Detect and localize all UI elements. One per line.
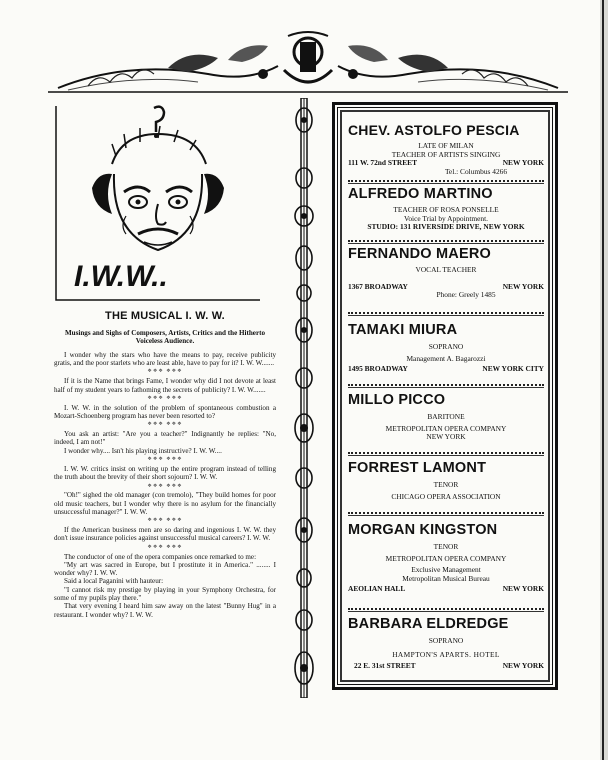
card-line: Exclusive Management (411, 565, 481, 575)
card-line: METROPOLITAN OPERA COMPANY (385, 423, 507, 433)
card-city: NEW YORK (502, 661, 544, 671)
card-address: 1367 BROADWAY (348, 281, 408, 291)
artist-name: TAMAKI MIURA (348, 322, 458, 338)
column-paragraph: That very evening I heard him saw away on the latest "Bunny Hug" in a restaurant. I wonder why? I. W. W. (54, 602, 276, 619)
card-line: Voice Trial by Appointment. (403, 213, 489, 223)
paragraph-divider (54, 484, 276, 490)
card-divider (348, 384, 544, 386)
paragraph-divider (54, 457, 276, 463)
artist-name: MILLO PICCO (348, 392, 446, 408)
column-paragraph: I. W. W. in the solution of the problem of spontaneous combustion a Mozart-Schoenberg program has never been resorted to? (54, 403, 276, 421)
directory-card (348, 322, 544, 374)
card-line: CHICAGO OPERA ASSOCIATION (391, 491, 501, 501)
card-divider (348, 240, 544, 242)
paragraph-divider (54, 369, 276, 375)
paragraph-divider (54, 422, 276, 428)
card-line: NEW YORK (426, 432, 466, 442)
card-studio: STUDIO: 131 RIVERSIDE DRIVE, NEW YORK (367, 222, 525, 232)
card-address-row (348, 365, 544, 374)
column-paragraph: If it is the Name that brings Fame, I wonder why did I not devote at least half of my student years to fathoming the secrets of publicity? I. W. W....... (54, 377, 276, 394)
vertical-ornament-image (290, 98, 318, 698)
card-divider (348, 608, 544, 610)
column-subtitle: Musings and Sighs of Composers, Artists, Critics and the Hitherto Voiceless Audience. (64, 328, 265, 346)
card-city: NEW YORK CITY (482, 364, 544, 374)
card-line: HAMPTON'S APARTS. HOTEL (392, 649, 500, 659)
card-address: 22 E. 31st STREET (354, 661, 416, 671)
card-city: NEW YORK (502, 584, 544, 594)
card-line: VOCAL TEACHER (415, 265, 477, 274)
directory-card (348, 246, 544, 300)
column-paragraph: "Oh!" sighed the old manager (con tremolo), "They build homes for poor old music teachers, but I wonder why there is no asylum for the financially unsuccessful manager?" I. W. W. (54, 491, 276, 516)
card-divider (348, 312, 544, 314)
column-paragraph: I. W. W. critics insist on writing up the entire program instead of telling the truth about the brevity of their short sojourn? I. W. W. (54, 464, 276, 482)
card-line: TENOR (433, 542, 459, 551)
card-divider (348, 452, 544, 454)
column-paragraph: "I cannot risk my prestige by playing in your Symphony Orchestra, for some of my pupils play there." (54, 585, 276, 602)
card-address: AEOLIAN HALL (348, 584, 406, 594)
column-paragraph: I wonder why.... Isn't his playing instructive? I. W. W.... (64, 446, 222, 455)
artist-name: FORREST LAMONT (348, 460, 487, 476)
artist-name: FERNANDO MAERO (348, 246, 491, 262)
paragraph-divider (54, 518, 276, 524)
card-line: LATE OF MILAN (418, 141, 474, 150)
artist-name: MORGAN KINGSTON (348, 522, 498, 538)
card-address-row (348, 585, 544, 594)
column-paragraph: "My art was sacred in Europe, but I prostitute it in America." ........ I wonder why? I. W. W. (54, 560, 276, 578)
directory-card (348, 122, 544, 176)
directory-card (348, 460, 544, 501)
artist-name: ALFREDO MARTINO (348, 186, 493, 202)
directory-card (348, 392, 544, 442)
card-line: Metropolitan Musical Bureau (402, 573, 490, 583)
card-address: 1495 BROADWAY (348, 364, 408, 374)
card-line: TEACHER OF ARTISTS SINGING (391, 149, 501, 159)
card-divider (348, 180, 544, 182)
column-paragraph: I wonder why the stars who have the means to pay, receive publicity gratis, and the poor starlets who are least able, have to pay for it? I. W. W....... (54, 350, 276, 368)
iww-caricature (54, 104, 262, 304)
card-phone: Phone: Greely 1485 (436, 290, 496, 300)
card-line: SOPRANO (428, 342, 464, 351)
column-title: THE MUSICAL I. W. W. (105, 310, 225, 322)
directory-card (348, 186, 544, 232)
paragraph-divider (54, 545, 276, 551)
paragraph-divider (54, 396, 276, 402)
card-address: 111 W. 72nd STREET (348, 158, 418, 168)
directory-card (348, 616, 544, 671)
card-line: Management A. Bagarozzi (406, 353, 486, 363)
directory-card (348, 522, 544, 594)
card-line: BARITONE (427, 412, 465, 421)
card-address-row (348, 662, 544, 671)
column-paragraph: If the American business men are so daring and ingenious I. W. W. they don't issue insurance policies against unsuccessful musical careers? I. W. W. (54, 526, 276, 543)
card-phone: Tel.: Columbus 4266 (444, 166, 508, 176)
card-city: NEW YORK (502, 158, 544, 168)
artist-name: CHEV. ASTOLFO PESCIA (348, 122, 520, 138)
card-line: METROPOLITAN OPERA COMPANY (385, 553, 507, 563)
header-ornament-image (48, 30, 568, 98)
column-paragraph: You ask an artist: "Are you a teacher?" Indignantly he replies: "No, indeed, I am not!" (54, 430, 276, 447)
card-line: SOPRANO (428, 636, 464, 645)
page-edge (600, 0, 608, 760)
card-divider (348, 512, 544, 514)
card-line: TENOR (433, 480, 459, 489)
column-paragraph: Said a local Paganini with hauteur: (64, 577, 164, 586)
caricature-caption: I.W.W.. (74, 260, 168, 293)
card-city: NEW YORK (502, 281, 544, 291)
artist-name: BARBARA ELDREDGE (348, 616, 509, 632)
card-line: TEACHER OF ROSA PONSELLE (393, 205, 499, 214)
column-paragraph: The conductor of one of the opera companies once remarked to me: (64, 552, 257, 561)
iww-column (54, 310, 276, 619)
caricature-image (54, 104, 262, 304)
